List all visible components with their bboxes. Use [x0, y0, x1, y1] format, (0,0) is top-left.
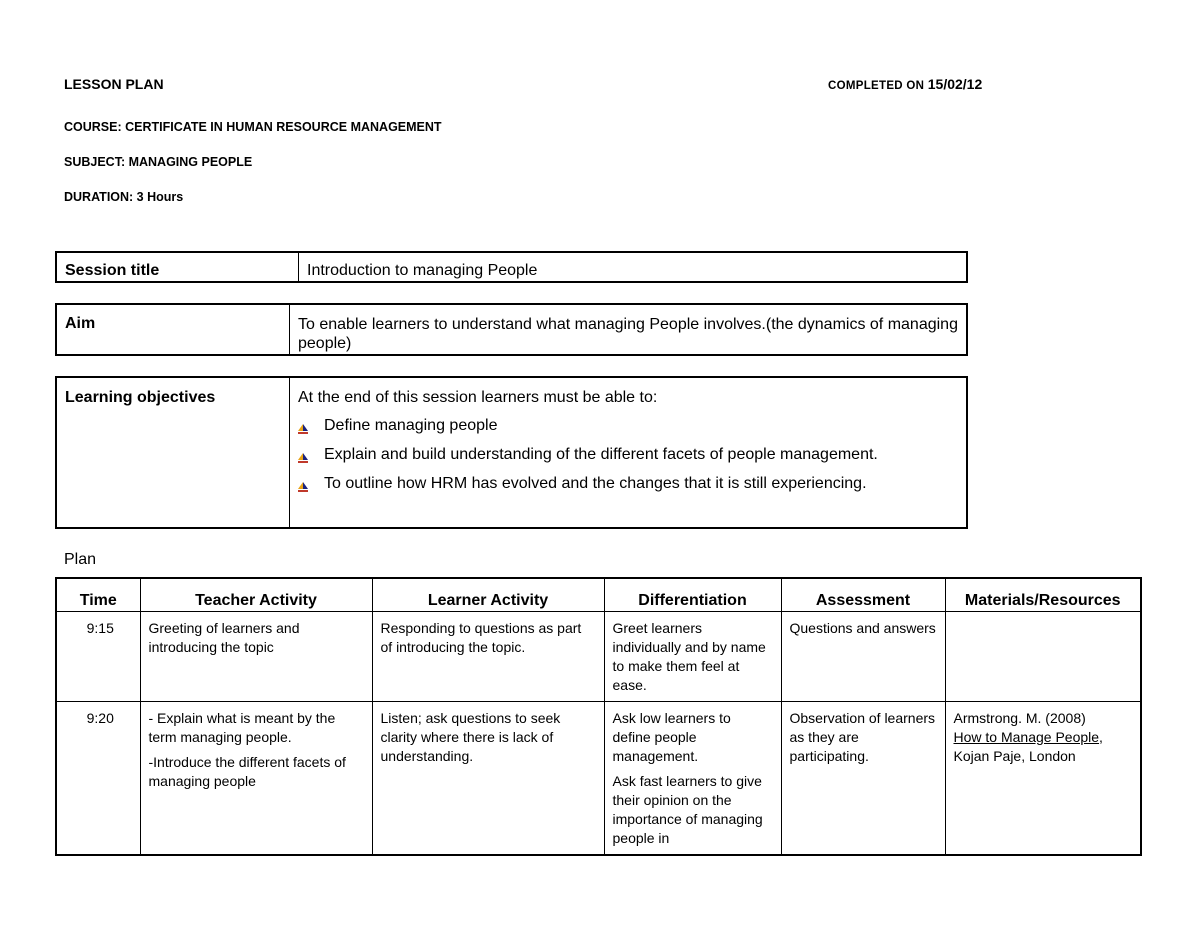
aim-label: Aim	[57, 305, 290, 354]
teacher-activity-text: Greeting of learners and introducing the topic	[148, 620, 300, 655]
session-title-label: Session title	[57, 253, 299, 281]
objective-item	[298, 417, 958, 435]
arrow-bullet-icon	[298, 450, 308, 460]
teacher-activity-cell	[140, 702, 372, 856]
plan-title: Plan	[64, 551, 97, 568]
objective-item	[298, 475, 958, 493]
objective-text: To outline how HRM has evolved and the changes that it is still experiencing.	[324, 475, 867, 492]
objectives-list	[298, 417, 958, 493]
differentiation-text: Ask low learners to define people management.	[612, 710, 731, 764]
course-line: COURSE: CERTIFICATE IN HUMAN RESOURCE MANAGEMENT	[64, 120, 442, 134]
document-title: LESSON PLAN	[64, 76, 164, 92]
session-title-box	[55, 251, 968, 283]
learner-activity-cell: Responding to questions as part of introducing the topic.	[372, 612, 604, 702]
teacher-activity-cell	[140, 612, 372, 702]
completed-label: COMPLETED ON	[828, 80, 925, 92]
differentiation-cell	[604, 612, 781, 702]
learner-activity-cell: Listen; ask questions to seek clarity where there is lack of understanding.	[372, 702, 604, 856]
plan-header-row	[56, 578, 1141, 612]
table-row	[56, 612, 1141, 702]
column-header-materials: Materials/Resources	[945, 578, 1141, 612]
materials-book-title: How to Manage People	[953, 729, 1100, 745]
differentiation-cell	[604, 702, 781, 856]
materials-publisher: , Kojan Paje, London	[953, 729, 1103, 764]
learning-objectives-label: Learning objectives	[57, 378, 290, 527]
arrow-bullet-icon	[298, 479, 308, 489]
materials-cell	[945, 612, 1141, 702]
objective-item	[298, 446, 958, 464]
time-cell: 9:15	[56, 612, 140, 702]
column-header-learner-activity: Learner Activity	[372, 578, 604, 612]
assessment-cell: Observation of learners as they are participating.	[781, 702, 945, 856]
aim-box	[55, 303, 968, 356]
learning-objectives-content	[290, 378, 966, 527]
materials-author: Armstrong. M. (2008)	[953, 710, 1086, 726]
column-header-differentiation: Differentiation	[604, 578, 781, 612]
table-row	[56, 702, 1141, 856]
subject-line: SUBJECT: MANAGING PEOPLE	[64, 155, 253, 169]
differentiation-text: Greet learners individually and by name to make them feel at ease.	[612, 620, 766, 693]
completed-date: 15/02/12	[927, 76, 983, 92]
session-title-value: Introduction to managing People	[307, 262, 538, 279]
column-header-time: Time	[56, 578, 140, 612]
column-header-assessment: Assessment	[781, 578, 945, 612]
completed-on	[828, 76, 982, 92]
teacher-activity-text: - Explain what is meant by the term managing people.	[148, 710, 336, 745]
teacher-activity-text: -Introduce the different facets of managing people	[148, 754, 346, 789]
learning-objectives-box	[55, 376, 968, 529]
materials-cell	[945, 702, 1141, 856]
time-cell: 9:20	[56, 702, 140, 856]
objective-text: Define managing people	[324, 417, 498, 434]
objectives-intro: At the end of this session learners must be able to:	[298, 389, 658, 406]
plan-table	[55, 577, 1142, 856]
arrow-bullet-icon	[298, 421, 308, 431]
objective-text: Explain and build understanding of the different facets of people management.	[324, 446, 878, 463]
assessment-cell: Questions and answers	[781, 612, 945, 702]
column-header-teacher-activity: Teacher Activity	[140, 578, 372, 612]
differentiation-text: Ask fast learners to give their opinion on the importance of managing people in	[612, 773, 763, 846]
aim-value: To enable learners to understand what managing People involves.(the dynamics of managing people)	[298, 316, 958, 352]
duration-line: DURATION: 3 Hours	[64, 190, 184, 204]
